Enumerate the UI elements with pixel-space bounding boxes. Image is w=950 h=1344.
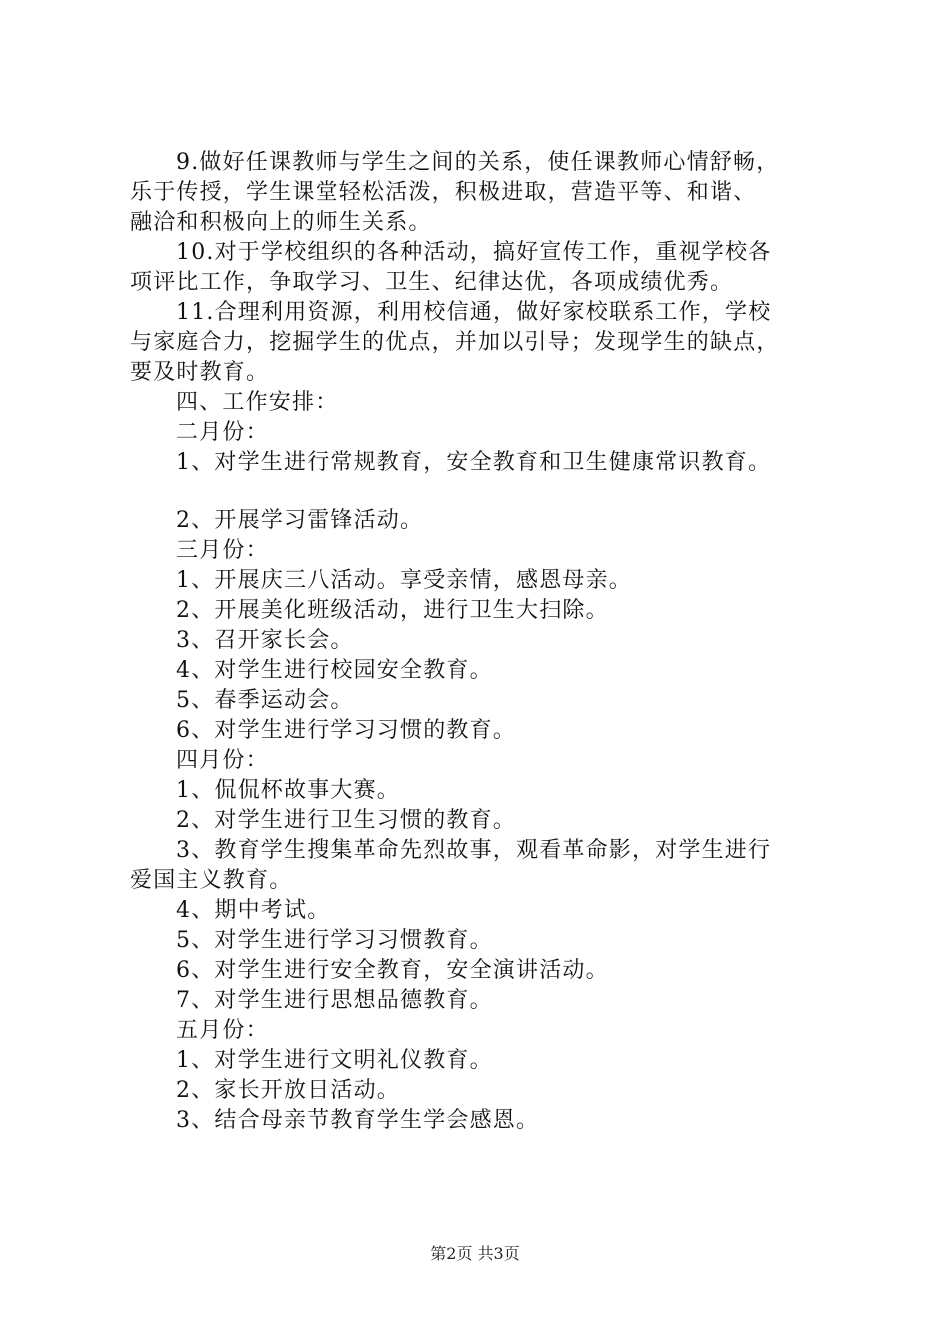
section-heading: 四、工作安排： <box>176 390 339 415</box>
paragraph-line: 与家庭合力，挖掘学生的优点，并加以引导；发现学生的缺点， <box>130 330 780 355</box>
list-item: 1、对学生进行文明礼仪教育。 <box>176 1048 493 1073</box>
list-item: 5、对学生进行学习习惯教育。 <box>176 928 493 953</box>
paragraph-line: 11.合理利用资源，利用校信通，做好家校联系工作，学校 <box>176 300 772 325</box>
list-item: 5、春季运动会。 <box>176 688 354 713</box>
list-item: 2、开展美化班级活动，进行卫生大扫除。 <box>176 598 609 623</box>
paragraph-line: 要及时教育。 <box>130 360 270 385</box>
page-number-footer: 第2页 共3页 <box>430 1244 520 1263</box>
month-heading: 五月份： <box>176 1018 269 1043</box>
blank-line <box>130 478 830 506</box>
list-item: 2、对学生进行卫生习惯的教育。 <box>176 808 516 833</box>
paragraph-line: 项评比工作，争取学习、卫生、纪律达优，各项成绩优秀。 <box>130 270 734 295</box>
month-heading: 三月份： <box>176 538 269 563</box>
paragraph-line: 乐于传授，学生课堂轻松活泼，积极进取，营造平等、和谐、 <box>130 180 757 205</box>
paragraph-line: 9.做好任课教师与学生之间的关系，使任课教师心情舒畅， <box>176 150 780 175</box>
list-item: 1、对学生进行常规教育，安全教育和卫生健康常识教育。 <box>176 450 772 475</box>
list-item: 1、侃侃杯故事大赛。 <box>176 778 400 803</box>
list-item: 4、对学生进行校园安全教育。 <box>176 658 493 683</box>
paragraph-line: 10.对于学校组织的各种活动，搞好宣传工作，重视学校各 <box>176 240 772 265</box>
list-item: 2、家长开放日活动。 <box>176 1078 400 1103</box>
list-item: 7、对学生进行思想品德教育。 <box>176 988 493 1013</box>
document-body <box>130 148 830 1136</box>
list-item: 4、期中考试。 <box>176 898 331 923</box>
list-item: 6、对学生进行学习习惯的教育。 <box>176 718 516 743</box>
list-item: 2、开展学习雷锋活动。 <box>176 508 424 533</box>
list-item: 6、对学生进行安全教育，安全演讲活动。 <box>176 958 609 983</box>
paragraph-line: 融洽和积极向上的师生关系。 <box>130 210 432 235</box>
list-item: 3、结合母亲节教育学生学会感恩。 <box>176 1108 540 1133</box>
list-item: 1、开展庆三八活动。享受亲情，感恩母亲。 <box>176 568 632 593</box>
list-item-continuation: 爱国主义教育。 <box>130 868 293 893</box>
list-item: 3、召开家长会。 <box>176 628 354 653</box>
month-heading: 二月份： <box>176 420 269 445</box>
month-heading: 四月份： <box>176 748 269 773</box>
list-item: 3、教育学生搜集革命先烈故事，观看革命影，对学生进行 <box>176 838 772 863</box>
